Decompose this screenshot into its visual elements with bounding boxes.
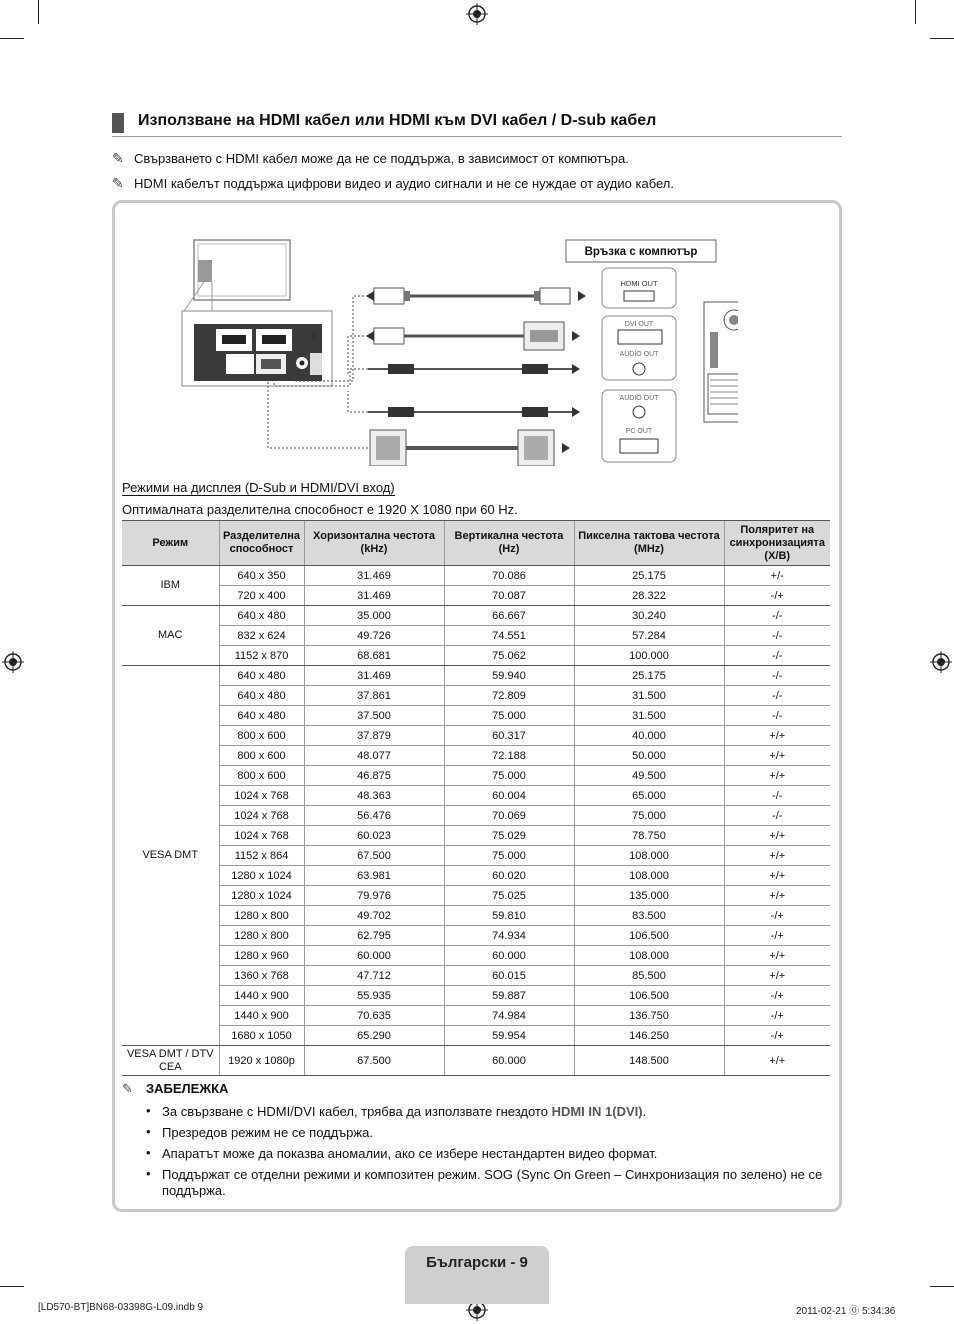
table-cell: 79.976 <box>304 886 444 906</box>
table-row <box>122 746 830 766</box>
registration-mark-icon <box>930 651 952 673</box>
table-cell: 31.469 <box>304 566 444 586</box>
page-number-tab <box>405 1246 549 1304</box>
table-cell: 75.000 <box>574 806 724 826</box>
table-cell: -/+ <box>724 926 830 946</box>
table-cell: 1024 x 768 <box>219 786 304 806</box>
table-cell: 1920 x 1080p <box>219 1046 304 1076</box>
audio-cable <box>368 364 580 374</box>
table-cell: -/- <box>724 606 830 626</box>
hdmi-out-label: HDMI OUT <box>620 279 658 288</box>
table-cell: 800 x 600 <box>219 726 304 746</box>
table-cell: -/+ <box>724 906 830 926</box>
note-text: HDMI кабелът поддържа цифрови видео и аудио сигнали и не се нуждае от аудио кабел. <box>134 176 674 191</box>
dsub-cable <box>370 430 570 466</box>
table-cell: 55.935 <box>304 986 444 1006</box>
note-list <box>146 1104 836 1204</box>
table-cell: 31.469 <box>304 586 444 606</box>
table-cell: 108.000 <box>574 866 724 886</box>
table-cell: 65.000 <box>574 786 724 806</box>
table-row <box>122 886 830 906</box>
table-cell: 49.702 <box>304 906 444 926</box>
table-cell: 35.000 <box>304 606 444 626</box>
table-cell: 100.000 <box>574 646 724 666</box>
table-cell: 72.809 <box>444 686 574 706</box>
column-header: Поляритет на синхронизацията (Х/В) <box>724 521 830 566</box>
table-cell: 640 x 480 <box>219 666 304 686</box>
table-body <box>122 566 830 1076</box>
table-row <box>122 606 830 626</box>
audio-out-label: AUDIO OUT <box>619 395 659 402</box>
note-pen-icon: ✎ <box>112 150 124 166</box>
table-cell: +/+ <box>724 886 830 906</box>
table-cell: -/- <box>724 706 830 726</box>
footer-timestamp: 2011-02-21 ⓪ 5:34:36 <box>796 1306 896 1317</box>
table-row <box>122 706 830 726</box>
table-cell: 65.290 <box>304 1026 444 1046</box>
table-row <box>122 826 830 846</box>
table-cell: 83.500 <box>574 906 724 926</box>
table-cell: -/- <box>724 626 830 646</box>
table-cell: 30.240 <box>574 606 724 626</box>
dvi-out-label: DVI OUT <box>624 321 654 328</box>
table-cell: 60.000 <box>444 1046 574 1076</box>
table-cell: 70.069 <box>444 806 574 826</box>
table-cell: 1152 x 870 <box>219 646 304 666</box>
display-modes-title <box>122 480 395 495</box>
mode-cell: VESA DMT <box>122 666 219 1046</box>
note-heading-text: ЗАБЕЛЕЖКА <box>146 1081 229 1096</box>
table-row <box>122 686 830 706</box>
table-cell: 62.795 <box>304 926 444 946</box>
optimal-resolution-text: Оптималната разделителна способност е 1920 X 1080 при 60 Hz. <box>122 502 518 517</box>
table-cell: +/+ <box>724 966 830 986</box>
table-cell: 108.000 <box>574 846 724 866</box>
connection-diagram <box>178 236 738 466</box>
pc-connection-label <box>566 240 716 262</box>
tv-port-panel <box>182 311 332 386</box>
table-cell: 1280 x 800 <box>219 926 304 946</box>
table-cell: 59.940 <box>444 666 574 686</box>
table-cell: -/- <box>724 786 830 806</box>
table-cell: 60.015 <box>444 966 574 986</box>
table-row <box>122 966 830 986</box>
table-row <box>122 666 830 686</box>
table-cell: 640 x 480 <box>219 686 304 706</box>
table-cell: 75.025 <box>444 886 574 906</box>
table-row <box>122 946 830 966</box>
table-row <box>122 586 830 606</box>
table-cell: 46.875 <box>304 766 444 786</box>
table-cell: 48.077 <box>304 746 444 766</box>
table-cell: 56.476 <box>304 806 444 826</box>
table-cell: -/- <box>724 686 830 706</box>
table-cell: -/+ <box>724 1026 830 1046</box>
table-cell: 1280 x 1024 <box>219 866 304 886</box>
audio-cable <box>368 407 580 417</box>
table-cell: 59.887 <box>444 986 574 1006</box>
table-cell: 78.750 <box>574 826 724 846</box>
table-cell: 75.062 <box>444 646 574 666</box>
table-cell: 800 x 600 <box>219 766 304 786</box>
table-cell: +/+ <box>724 866 830 886</box>
table-cell: 66.667 <box>444 606 574 626</box>
table-cell: +/+ <box>724 946 830 966</box>
mode-cell: MAC <box>122 606 219 666</box>
table-cell: 37.879 <box>304 726 444 746</box>
note-line <box>112 150 629 167</box>
pc-port-dsub <box>602 390 676 462</box>
note-text: Апаратът може да показва аномалии, ако се избере нестандартен видео формат. <box>162 1146 658 1161</box>
table-cell: 148.500 <box>574 1046 724 1076</box>
hdmi-cable <box>366 288 586 304</box>
table-cell: 63.981 <box>304 866 444 886</box>
table-cell: 106.500 <box>574 926 724 946</box>
table-cell: 49.726 <box>304 626 444 646</box>
table-cell: 74.934 <box>444 926 574 946</box>
table-cell: +/+ <box>724 746 830 766</box>
table-cell: 1024 x 768 <box>219 806 304 826</box>
note-line <box>112 175 674 192</box>
note-pen-icon: ✎ <box>122 1081 133 1096</box>
note-text: . <box>642 1104 647 1119</box>
table-cell: 60.000 <box>304 946 444 966</box>
table-cell: -/- <box>724 806 830 826</box>
table-row <box>122 906 830 926</box>
table-cell: 31.500 <box>574 706 724 726</box>
crop-mark <box>0 38 24 39</box>
table-row <box>122 786 830 806</box>
table-cell: +/+ <box>724 726 830 746</box>
table-row <box>122 1046 830 1076</box>
registration-mark-icon <box>466 3 488 25</box>
table-cell: 85.500 <box>574 966 724 986</box>
table-row <box>122 566 830 586</box>
table-cell: 1024 x 768 <box>219 826 304 846</box>
table-cell: +/- <box>724 566 830 586</box>
list-item <box>146 1146 836 1162</box>
page-number-label: Български - 9 <box>426 1254 528 1271</box>
note-heading <box>122 1081 228 1097</box>
note-text: Презредов режим не се поддържа. <box>162 1125 373 1140</box>
column-header: Вертикална честота (Hz) <box>444 521 574 566</box>
table-cell: 67.500 <box>304 1046 444 1076</box>
table-cell: 1280 x 1024 <box>219 886 304 906</box>
table-cell: 68.681 <box>304 646 444 666</box>
table-row <box>122 766 830 786</box>
pc-port-dvi <box>602 316 676 380</box>
column-header: Пикселна тактова честота (MHz) <box>574 521 724 566</box>
section-heading <box>112 111 842 137</box>
table-row <box>122 986 830 1006</box>
column-header: Разделителна способност <box>219 521 304 566</box>
table-cell: 70.635 <box>304 1006 444 1026</box>
table-row <box>122 806 830 826</box>
table-cell: 75.029 <box>444 826 574 846</box>
table-cell: 60.004 <box>444 786 574 806</box>
table-cell: 59.954 <box>444 1026 574 1046</box>
note-text: За свързване с HDMI/DVI кабел, трябва да използвате гнездото <box>162 1104 552 1119</box>
crop-mark <box>930 38 954 39</box>
table-cell: 1440 x 900 <box>219 986 304 1006</box>
crop-mark <box>915 0 916 24</box>
table-cell: 1152 x 864 <box>219 846 304 866</box>
table-cell: +/+ <box>724 766 830 786</box>
note-highlight: HDMI IN 1(DVI) <box>551 1104 643 1119</box>
heading-bar <box>112 113 124 133</box>
table-cell: -/- <box>724 666 830 686</box>
pc-label-text: Връзка с компютър <box>584 246 698 258</box>
table-cell: -/+ <box>724 986 830 1006</box>
table-cell: 146.250 <box>574 1026 724 1046</box>
table-cell: 40.000 <box>574 726 724 746</box>
list-item <box>146 1104 836 1120</box>
mode-cell: IBM <box>122 566 219 606</box>
table-row <box>122 926 830 946</box>
table-cell: +/+ <box>724 1046 830 1076</box>
list-item <box>146 1167 836 1199</box>
table-cell: 49.500 <box>574 766 724 786</box>
table-cell: 1440 x 900 <box>219 1006 304 1026</box>
registration-mark-icon <box>2 651 24 673</box>
table-row <box>122 646 830 666</box>
list-item <box>146 1125 836 1141</box>
display-modes-table <box>122 520 830 1076</box>
table-row <box>122 626 830 646</box>
display-modes-title-text: Режими на дисплея (D-Sub и HDMI/DVI вход) <box>122 480 395 495</box>
table-cell: 1280 x 800 <box>219 906 304 926</box>
table-cell: +/+ <box>724 826 830 846</box>
table-cell: 1280 x 960 <box>219 946 304 966</box>
table-cell: 70.087 <box>444 586 574 606</box>
table-cell: 640 x 480 <box>219 706 304 726</box>
table-header-row <box>122 521 830 566</box>
table-cell: 136.750 <box>574 1006 724 1026</box>
table-cell: 31.469 <box>304 666 444 686</box>
table-row <box>122 726 830 746</box>
table-row <box>122 866 830 886</box>
crop-mark <box>38 0 39 24</box>
table-cell: 108.000 <box>574 946 724 966</box>
table-row <box>122 1026 830 1046</box>
table-cell: 37.500 <box>304 706 444 726</box>
table-cell: 60.000 <box>444 946 574 966</box>
pc-tower-illustration <box>704 302 738 422</box>
note-text: Свързването с HDMI кабел може да не се поддържа, в зависимост от компютъра. <box>134 151 629 166</box>
table-row <box>122 1006 830 1026</box>
table-cell: 832 x 624 <box>219 626 304 646</box>
table-cell: -/+ <box>724 1006 830 1026</box>
table-cell: 1680 x 1050 <box>219 1026 304 1046</box>
table-cell: 75.000 <box>444 766 574 786</box>
column-header: Хоризонтална честота (kHz) <box>304 521 444 566</box>
table-cell: 720 x 400 <box>219 586 304 606</box>
table-cell: 25.175 <box>574 666 724 686</box>
table-cell: -/- <box>724 646 830 666</box>
table-cell: 75.000 <box>444 846 574 866</box>
table-cell: 50.000 <box>574 746 724 766</box>
footer-file-info: [LD570-BT]BN68-03398G-L09.indb 9 <box>38 1302 204 1313</box>
crop-mark <box>930 1286 954 1287</box>
table-cell: 60.023 <box>304 826 444 846</box>
table-cell: 60.020 <box>444 866 574 886</box>
pc-out-label: PC OUT <box>625 428 653 435</box>
table-cell: 75.000 <box>444 706 574 726</box>
table-cell: 59.810 <box>444 906 574 926</box>
table-cell: 67.500 <box>304 846 444 866</box>
note-pen-icon: ✎ <box>112 175 124 191</box>
table-cell: +/+ <box>724 846 830 866</box>
tv-back-illustration <box>184 240 290 311</box>
table-cell: -/+ <box>724 586 830 606</box>
table-cell: 640 x 480 <box>219 606 304 626</box>
table-cell: 640 x 350 <box>219 566 304 586</box>
table-cell: 1360 x 768 <box>219 966 304 986</box>
table-cell: 48.363 <box>304 786 444 806</box>
table-cell: 31.500 <box>574 686 724 706</box>
table-cell: 106.500 <box>574 986 724 1006</box>
table-cell: 25.175 <box>574 566 724 586</box>
pc-port-hdmi <box>602 268 676 308</box>
mode-cell: VESA DMT / DTV CEA <box>122 1046 219 1076</box>
hdmi-dvi-cable <box>366 322 580 350</box>
table-cell: 135.000 <box>574 886 724 906</box>
column-header: Режим <box>122 521 219 566</box>
note-text: Поддържат се отделни режими и композитен режим. SOG (Sync On Green – Синхронизация по зелено) не се поддържа. <box>162 1167 823 1198</box>
crop-mark <box>0 1286 24 1287</box>
table-cell: 800 x 600 <box>219 746 304 766</box>
table-cell: 28.322 <box>574 586 724 606</box>
section-title: Използване на HDMI кабел или HDMI към DVI кабел / D-sub кабел <box>138 112 657 129</box>
table-cell: 74.984 <box>444 1006 574 1026</box>
table-cell: 74.551 <box>444 626 574 646</box>
table-cell: 70.086 <box>444 566 574 586</box>
table-cell: 57.284 <box>574 626 724 646</box>
table-cell: 60.317 <box>444 726 574 746</box>
table-cell: 47.712 <box>304 966 444 986</box>
table-row <box>122 846 830 866</box>
audio-out-label: AUDIO OUT <box>619 351 659 358</box>
table-cell: 37.861 <box>304 686 444 706</box>
table-cell: 72.188 <box>444 746 574 766</box>
